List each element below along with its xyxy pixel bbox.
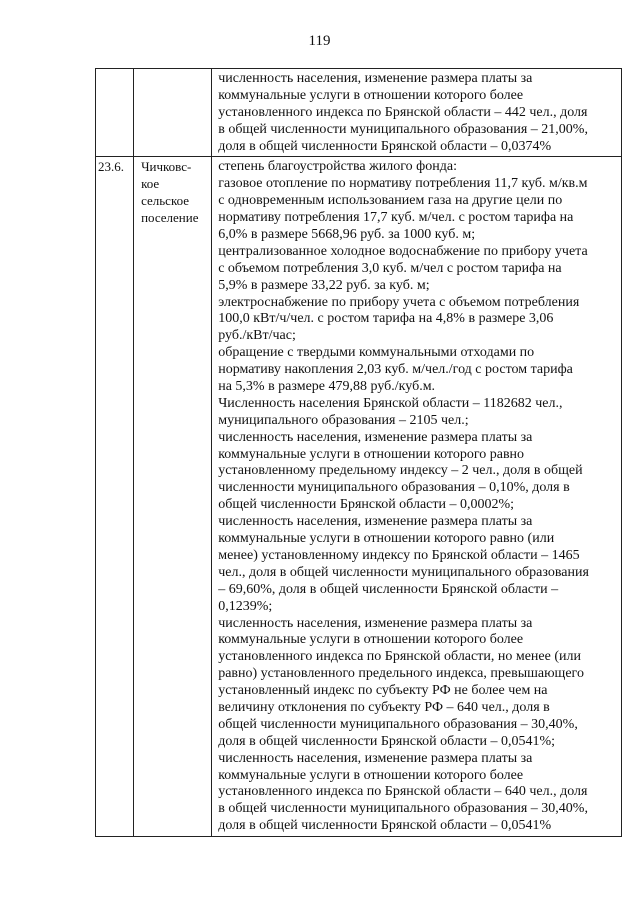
description-line: численность населения, изменение размера платы за [218,615,533,631]
description-line: численности муниципального образования – 0,10%, доля в [218,480,570,496]
description-line: коммунальные услуги в отношении которого более [218,632,524,648]
description-line: в общей численности муниципального образования – 21,00%, [218,121,588,137]
description-line: коммунальные услуги в отношении которого равно [218,446,525,462]
description-line: муниципального образования – 2105 чел.; [218,412,469,428]
description-line: общей численности муниципального образования – 30,40%, [218,716,578,732]
description-line: руб./кВт/час; [218,328,296,344]
description-line: нормативу потребления 17,7 куб. м/чел. с ростом тарифа на [218,210,574,226]
description-line: коммунальные услуги в отношении которого более [218,767,524,783]
settlement-name-line: Чичковс- [141,159,192,175]
row-number [96,69,133,71]
description-line: централизованное холодное водоснабжение по прибору учета [218,243,588,259]
description-line: величину отклонения по субъекту РФ – 640 чел., доля в [218,699,550,715]
description-line: установленного индекса по Брянской области, но менее (или [218,649,581,665]
description-line: – 69,60%, доля в общей численности Брянской области – [218,581,559,597]
table-row [96,157,622,837]
page-number: 119 [308,33,331,49]
description-line: общей численности Брянской области – 0,0002%; [218,497,515,513]
description-line: доля в общей численности Брянской области – 0,0541%; [218,733,556,749]
description-line: в общей численности муниципального образования – 30,40%, [218,801,588,817]
settlement-name-line: кое [141,176,160,192]
settlement-name-cell [134,69,212,157]
description-line: установленного индекса по Брянской области – 442 чел., доля [218,104,588,120]
description-line: 5,9% в размере 33,22 руб. за куб. м; [218,277,430,293]
description-line: численность населения, изменение размера платы за [218,71,533,86]
description-line: доля в общей численности Брянской области – 0,0374% [218,138,552,154]
description-line: численность населения, изменение размера платы за [218,750,533,766]
row-number-cell [96,157,134,837]
description-cell [212,69,622,157]
description-line: на 5,3% в размере 479,88 руб./куб.м. [218,379,436,395]
description-line: коммунальные услуги в отношении которого равно (или [218,531,555,547]
description-line: 6,0% в размере 5668,96 руб. за 1000 куб. м; [218,227,476,243]
description-line: степень благоустройства жилого фонда: [218,159,457,175]
row-number-cell [96,69,134,157]
description-line: 0,1239%; [218,598,273,614]
description-line: установленному предельному индексу – 2 чел., доля в общей [218,463,583,479]
description-line: коммунальные услуги в отношении которого более [218,87,524,103]
description-line: чел., доля в общей численности муниципального образования [218,564,589,580]
table-row [96,69,622,157]
description-line: с одновременным использованием газа на другие цели по [218,193,563,209]
description-line: численность населения, изменение размера платы за [218,514,533,530]
description-line: нормативу накопления 2,03 куб. м/чел./год с ростом тарифа [218,362,573,378]
description-line: установленного индекса по Брянской области – 640 чел., доля [218,784,588,800]
description-line: установленный индекс по субъекту РФ не более чем на [218,683,548,699]
description-line: газовое отопление по нормативу потребления 11,7 куб. м/кв.м [218,176,588,192]
description-line: с объемом потребления 3,0 куб. м/чел с ростом тарифа на [218,260,562,276]
municipal-data-table [95,68,622,837]
settlement-name-line: поселение [141,210,199,226]
settlement-name-line: сельское [141,193,190,209]
row-number: 23.6. [98,159,124,175]
description-line: равно) установленного предельного индекса, превышающего [218,666,584,682]
description-line: менее) установленному индексу по Брянской области – 1465 [218,547,580,563]
description-line: обращение с твердыми коммунальными отходами по [218,345,535,361]
description-line: электроснабжение по прибору учета с объемом потребления [218,294,580,310]
description-line: численность населения, изменение размера платы за [218,429,533,445]
description-line: Численность населения Брянской области – 1182682 чел., [218,395,563,411]
description-cell [212,157,622,837]
description-line: 100,0 кВт/ч/чел. с ростом тарифа на 4,8% в размере 3,06 [218,311,554,327]
settlement-name-cell [134,157,212,837]
description-line: доля в общей численности Брянской области – 0,0541% [218,818,552,834]
